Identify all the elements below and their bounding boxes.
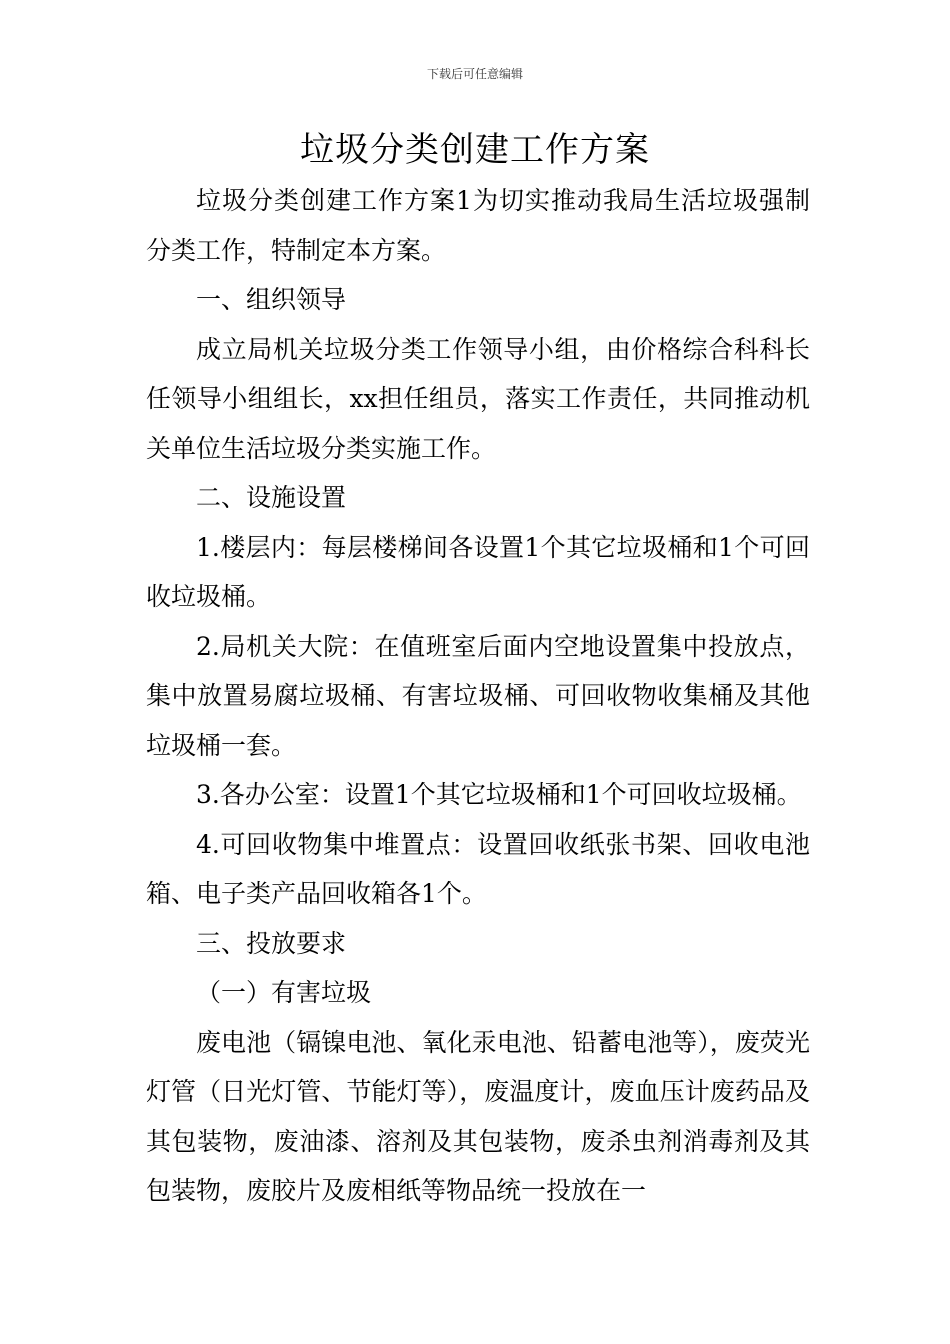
document-title: 垃圾分类创建工作方案	[300, 130, 650, 170]
document-body	[146, 176, 810, 1216]
subsection-heading-hazardous: （一）有害垃圾	[196, 978, 372, 1007]
section-heading-organization: 一、组织领导	[196, 285, 347, 314]
paragraph-organization: 成立局机关垃圾分类工作领导小组，由价格综合科科长任领导小组组长，xx担任组员，落实工作责任，共同推动机关单位生活垃圾分类实施工作。	[146, 334, 810, 463]
paragraph-intro: 垃圾分类创建工作方案1为切实推动我局生活垃圾强制分类工作，特制定本方案。	[146, 186, 810, 265]
list-item-floors: 1.楼层内：每层楼梯间各设置1个其它垃圾桶和1个可回收垃圾桶。	[146, 532, 810, 611]
section-heading-requirements: 三、投放要求	[196, 928, 347, 958]
header-note: 下载后可任意编辑	[426, 67, 523, 81]
list-item-courtyard: 2.局机关大院：在值班室后面内空地设置集中投放点，集中放置易腐垃圾桶、有害垃圾桶、可回收物收集桶及其他垃圾桶一套。	[146, 631, 810, 760]
list-item-offices: 3.各办公室：设置1个其它垃圾桶和1个可回收垃圾桶。	[196, 780, 802, 809]
section-heading-facilities: 二、设施设置	[196, 483, 347, 512]
paragraph-hazardous: 废电池（镉镍电池、氧化汞电池、铅蓄电池等），废荧光灯管（日光灯管、节能灯等），废温度计，废血压计废药品及其包装物，废油漆、溶剂及其包装物，废杀虫剂消毒剂及其包装物，废胶片及废相纸等物品统一投放在一	[146, 1027, 810, 1205]
list-item-recycling-point: 4.可回收物集中堆置点：设置回收纸张书架、回收电池箱、电子类产品回收箱各1个。	[146, 829, 810, 908]
